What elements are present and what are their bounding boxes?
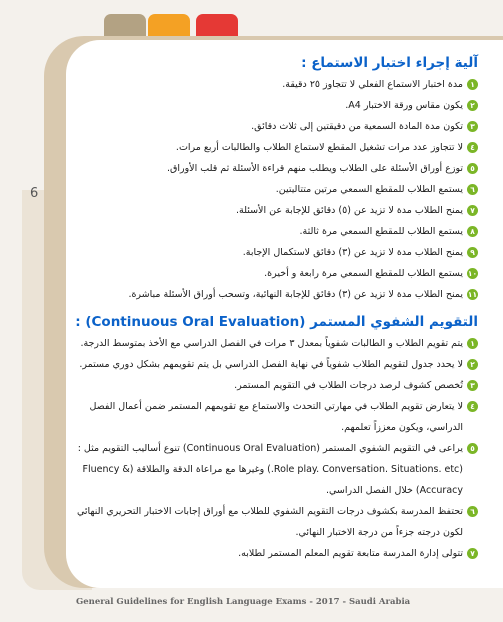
- list-item: [74, 263, 478, 284]
- section2-title: التقويم الشفوي المستمر (Continuous Oral Evaluation) :: [75, 314, 478, 330]
- item-text: تكون مدة المادة السمعية من دقيقتين إلى ثلاث دقائق.: [251, 121, 463, 132]
- number-badge: ٦: [467, 506, 478, 517]
- number-badge: ٨: [467, 226, 478, 237]
- list-item: [74, 284, 478, 305]
- list-item: [74, 116, 478, 137]
- item-text: يستمع الطلاب للمقطع السمعي مرتين متتاليتين.: [275, 184, 463, 195]
- number-badge: ٧: [467, 548, 478, 559]
- item-text: يتم تقويم الطلاب و الطالبات شفوياً بمعدل ٣ مرات في الفصل الدراسي مع الأخذ بمتوسط الدرجة.: [80, 338, 463, 349]
- item-text: مدة اختبار الاستماع الفعلي لا تتجاوز ٢٥ دقيقة.: [282, 79, 463, 90]
- item-text: يمنح الطلاب مدة لا تزيد عن (٥) دقائق للإجابة عن الأسئلة.: [235, 205, 463, 216]
- list-item: [74, 501, 478, 543]
- section1-title: آلية إجراء اختبار الاستماع :: [301, 55, 478, 71]
- list-item: [74, 158, 478, 179]
- number-badge: ١١: [467, 290, 478, 299]
- document-content: [74, 52, 478, 564]
- number-badge: ١: [467, 79, 478, 90]
- list-item: [74, 95, 478, 116]
- list-item: [74, 543, 478, 564]
- number-badge: ٣: [467, 380, 478, 391]
- number-badge: ٤: [467, 401, 478, 412]
- number-badge: ٥: [467, 443, 478, 454]
- number-badge: ٢: [467, 100, 478, 111]
- item-text: يراعى في التقويم الشفوي المستمر (Continuous Oral Evaluation) تنوع أساليب التقويم مثل : (Role play. Conversation. Situations. etc.) وغيرها مع مراعاة الدقة والطلاقة (Fluency & Accuracy) خلال الفصل الدراسي.: [77, 443, 463, 496]
- number-badge: ٢: [467, 359, 478, 370]
- list-item: [74, 221, 478, 242]
- number-badge: ٤: [467, 142, 478, 153]
- section1-list: [74, 74, 478, 305]
- item-text: يستمع الطلاب للمقطع السمعي مرة رابعة و أخيرة.: [264, 268, 463, 279]
- number-badge: ٥: [467, 163, 478, 174]
- number-badge: ٧: [467, 205, 478, 216]
- list-item: [74, 242, 478, 263]
- list-item: [74, 375, 478, 396]
- item-text: توزع أوراق الأسئلة على الطلاب ويطلب منهم قراءة الأسئلة ثم قلب الأوراق.: [166, 163, 463, 174]
- list-item: [74, 74, 478, 95]
- number-badge: ٣: [467, 121, 478, 132]
- list-item: [74, 354, 478, 375]
- footer-text: General Guidelines for English Language Exams - 2017 - Saudi Arabia: [76, 597, 411, 607]
- item-text: يمنح الطلاب مدة لا تزيد عن (٣) دقائق للإجابة النهائية، وتسحب أوراق الأسئلة مباشرة.: [128, 289, 463, 300]
- item-text: لا يحدد جدول لتقويم الطلاب شفوياً في نهاية الفصل الدراسي بل يتم تقويمهم بشكل دوري مستمر.: [79, 359, 463, 370]
- list-item: [74, 438, 478, 501]
- number-badge: ٦: [467, 184, 478, 195]
- item-text: تُخصص كشوف لرصد درجات الطلاب في التقويم المستمر.: [234, 380, 463, 391]
- item-text: لا يتعارض تقويم الطلاب في مهارتي التحدث والاستماع مع تقويمهم المستمر ضمن أعمال الفصل الدراسي، ويكون معززاً تعلمهم.: [89, 401, 463, 433]
- item-text: يكون مقاس ورقة الاختبار A4.: [345, 100, 463, 111]
- number-badge: ١٠: [467, 269, 478, 278]
- section2-list: [74, 333, 478, 564]
- item-text: يمنح الطلاب مدة لا تزيد عن (٣) دقائق لاستكمال الإجابة.: [242, 247, 463, 258]
- list-item: [74, 137, 478, 158]
- page-number: 6: [30, 186, 39, 201]
- list-item: [74, 333, 478, 354]
- item-text: يستمع الطلاب للمقطع السمعي مرة ثالثة.: [299, 226, 463, 237]
- item-text: تحتفظ المدرسة بكشوف درجات التقويم الشفوي للطلاب مع أوراق إجابات الاختبار التحريري النهائي لكون درجته جزءاً من درجة الاختبار النهائي.: [76, 506, 463, 538]
- list-item: [74, 200, 478, 221]
- number-badge: ٩: [467, 247, 478, 258]
- item-text: لا تتجاوز عدد مرات تشغيل المقطع لاستماع الطلاب والطالبات أربع مرات.: [175, 142, 463, 153]
- list-item: [74, 396, 478, 438]
- item-text: تتولى إدارة المدرسة متابعة تقويم المعلم المستمر لطلابه.: [238, 548, 463, 559]
- list-item: [74, 179, 478, 200]
- number-badge: ١: [467, 338, 478, 349]
